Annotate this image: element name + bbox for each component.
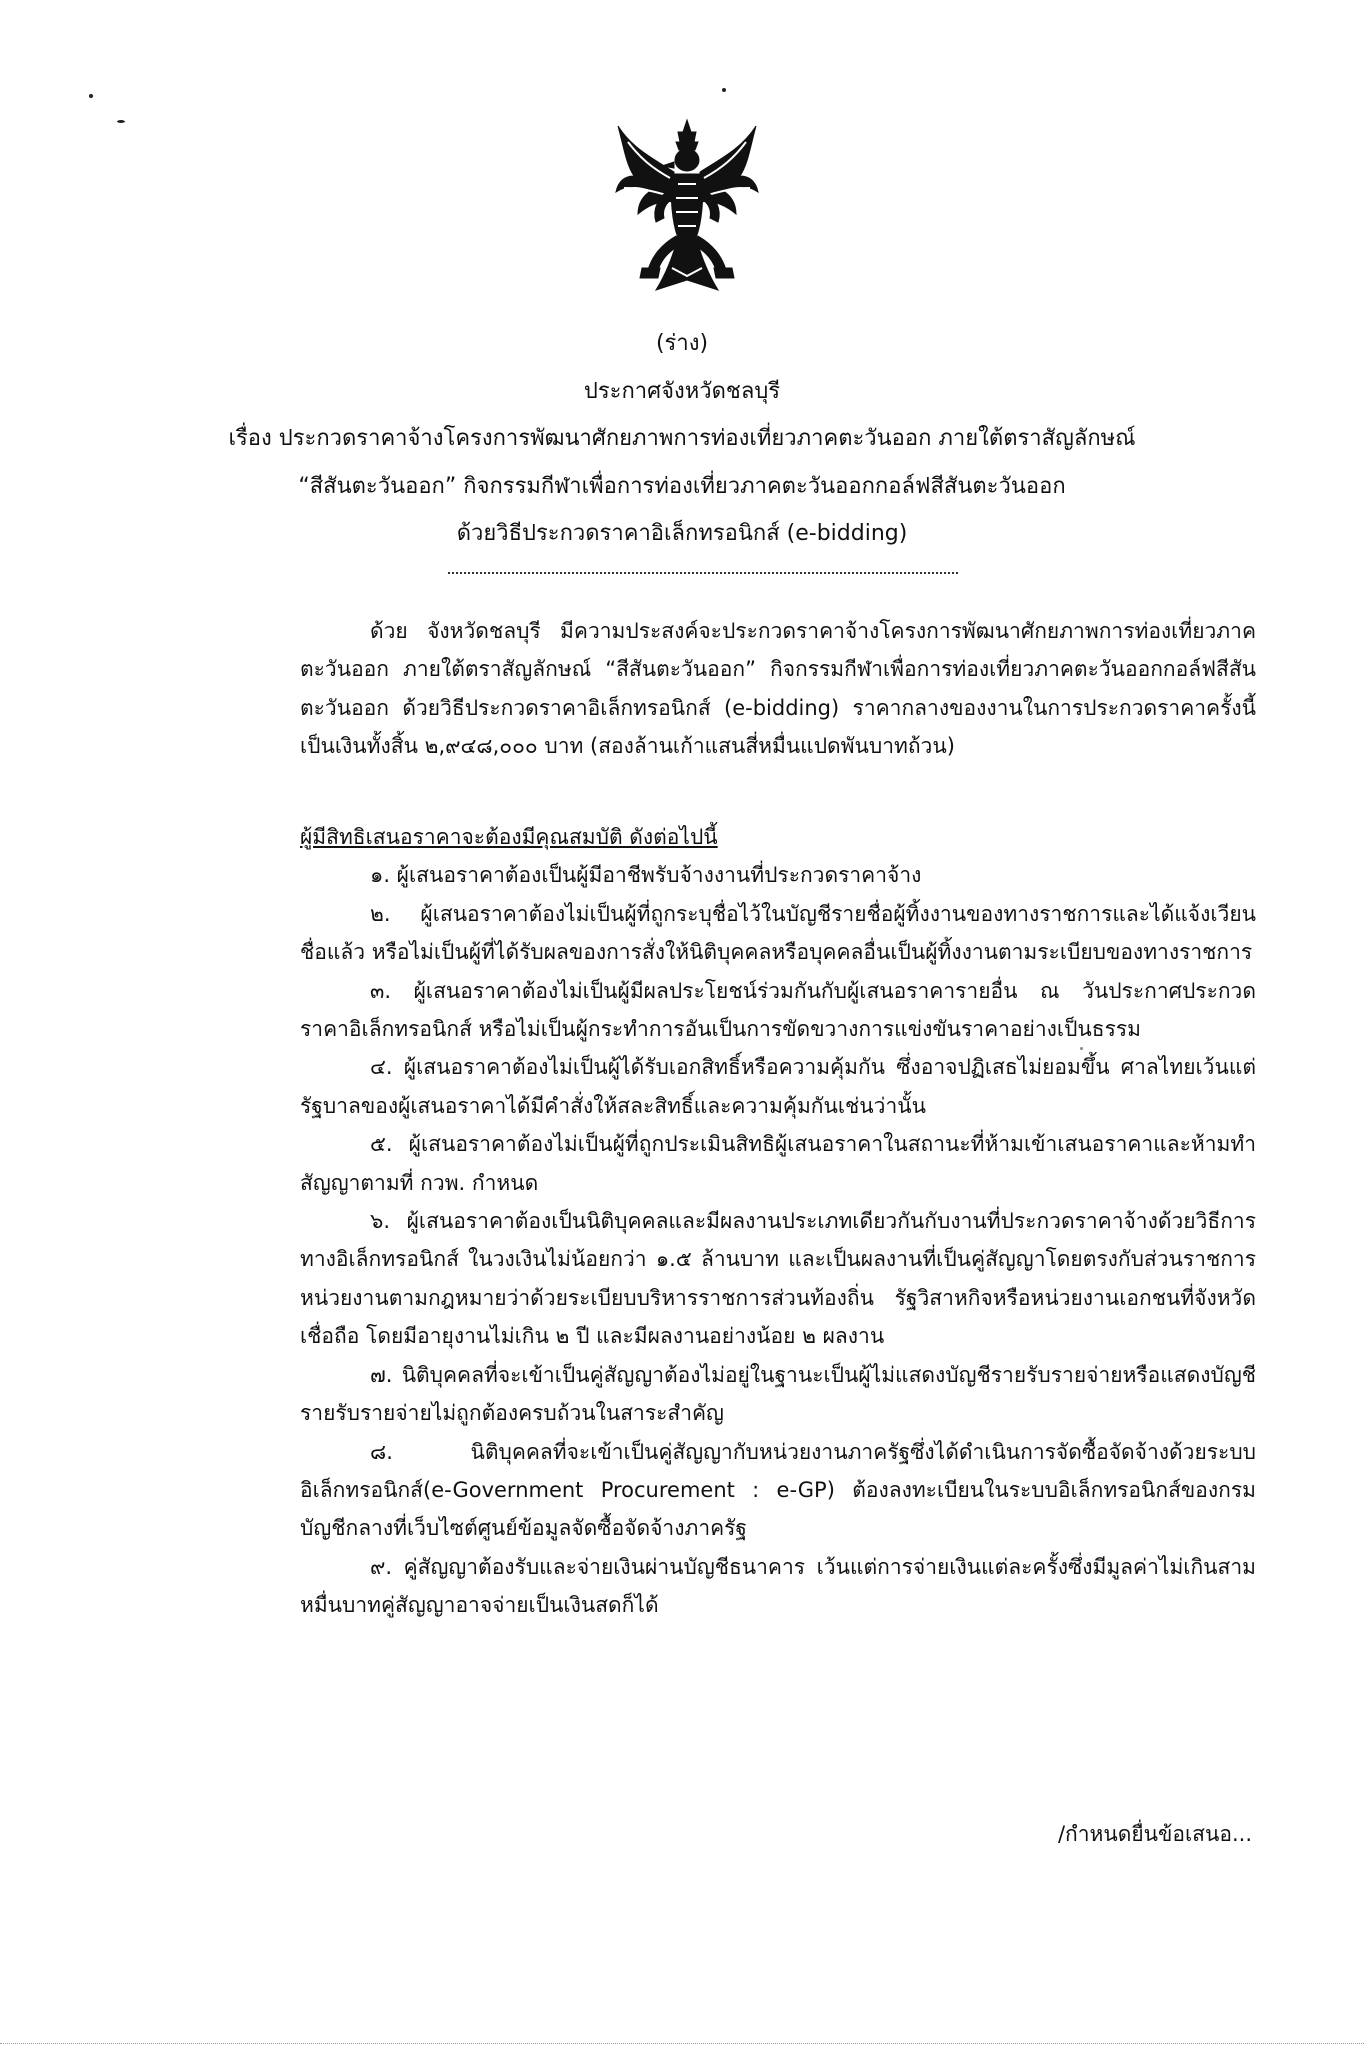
garuda-emblem bbox=[612, 118, 762, 298]
subject-line-1: เรื่อง ประกวดราคาจ้างโครงการพัฒนาศักยภาพการท่องเที่ยวภาคตะวันออก ภายใต้ตราสัญลักษณ์ bbox=[228, 426, 1136, 451]
draft-label: (ร่าง) bbox=[655, 331, 709, 356]
qualification-item-4: ๔. ผู้เสนอราคาต้องไม่เป็นผู้ได้รับเอกสิทธิ์หรือความคุ้มกัน ซึ่งอาจปฏิเสธไม่ยอมขึ้น ศาลไทยเว้นแต่รัฐบาลของผู้เสนอราคาได้มีคำสั่งให้สละสิทธิ์และความคุ้มกันเช่นว่านั้น bbox=[300, 1055, 1256, 1118]
scan-speck bbox=[89, 94, 93, 98]
qualification-item-3: ๓. ผู้เสนอราคาต้องไม่เป็นผู้มีผลประโยชน์ร่วมกันกับผู้เสนอราคารายอื่น ณ วันประกาศประกวดราคาอิเล็กทรอนิกส์ หรือไม่เป็นผู้กระทำการอันเป็นการขัดขวางการแข่งขันราคาอย่างเป็นธรรม bbox=[300, 978, 1256, 1042]
intro-section bbox=[300, 612, 1256, 766]
qualification-item-2: ๒. ผู้เสนอราคาต้องไม่เป็นผู้ที่ถูกระบุชื่อไว้ในบัญชีรายชื่อผู้ทิ้งงานของทางราชการและได้แจ้งเวียนชื่อแล้ว หรือไม่เป็นผู้ที่ได้รับผลของการสั่งให้นิติบุคคลหรือบุคคลอื่นเป็นผู้ทิ้งงานตามระเบียบของทางราชการ bbox=[300, 901, 1256, 965]
qualification-item-8: ๘. นิติบุคคลที่จะเข้าเป็นคู่สัญญากับหน่วยงานภาครัฐซึ่งได้ดำเนินการจัดซื้อจัดจ้างด้วยระบบอิเล็กทรอนิกส์(e-Government Procurement : e-GP) ต้องลงทะเบียนในระบบอิเล็กทรอนิกส์ของกรมบัญชีกลางที่เว็บไซต์ศูนย์ข้อมูลจัดซื้อจัดจ้างภาครัฐ bbox=[300, 1439, 1256, 1541]
scan-edge-line bbox=[0, 2043, 1364, 2044]
issuer-title: ประกาศจังหวัดชลบุรี bbox=[583, 379, 781, 404]
qualifications-heading-text: ผู้มีสิทธิเสนอราคาจะต้องมีคุณสมบัติ ดังต่อไปนี้ bbox=[300, 825, 718, 849]
scan-speck bbox=[117, 120, 125, 123]
qualifications-section bbox=[300, 810, 1256, 1625]
qualification-item-6: ๖. ผู้เสนอราคาต้องเป็นนิติบุคคลและมีผลงานประเภทเดียวกันกับงานที่ประกวดราคาจ้างด้วยวิธีการทางอิเล็กทรอนิกส์ ในวงเงินไม่น้อยกว่า ๑.๕ ล้านบาท และเป็นผลงานที่เป็นคู่สัญญาโดยตรงกับส่วนราชการ หน่วยงานตามกฎหมายว่าด้วยระเบียบบริหารราชการส่วนท้องถิ่น รัฐวิสาหกิจหรือหน่วยงานเอกชนที่จังหวัดเชื่อถือ โดยมีอายุงานไม่เกิน ๒ ปี และมีผลงานอย่างน้อย ๒ ผลงาน bbox=[300, 1209, 1256, 1349]
separator-dotted-line bbox=[448, 572, 958, 574]
qualifications-heading bbox=[300, 818, 1256, 856]
continuation-note: /กำหนดยื่นข้อเสนอ... bbox=[1057, 1822, 1252, 1846]
subject-line-2: “สีสันตะวันออก” กิจกรรมกีฬาเพื่อการท่องเที่ยวภาคตะวันออกกอล์ฟสีสันตะวันออก bbox=[298, 474, 1066, 499]
qualification-item-5: ๕. ผู้เสนอราคาต้องไม่เป็นผู้ที่ถูกประเมินสิทธิผู้เสนอราคาในสถานะที่ห้ามเข้าเสนอราคาและห้ามทำสัญญาตามที่ กวพ. กำหนด bbox=[300, 1132, 1256, 1195]
subject-line-3: ด้วยวิธีประกวดราคาอิเล็กทรอนิกส์ (e-bidding) bbox=[456, 521, 908, 546]
intro-paragraph: ด้วย จังหวัดชลบุรี มีความประสงค์จะประกวดราคาจ้างโครงการพัฒนาศักยภาพการท่องเที่ยวภาคตะวันออก ภายใต้ตราสัญลักษณ์ “สีสันตะวันออก” กิจกรรมกีฬาเพื่อการท่องเที่ยวภาคตะวันออกกอล์ฟสีสันตะวันออก ด้วยวิธีประกวดราคาอิเล็กทรอนิกส์ (e-bidding) ราคากลางของงานในการประกวดราคาครั้งนี้เป็นเงินทั้งสิ้น ๒,๙๔๘,๐๐๐ บาท (สองล้านเก้าแสนสี่หมื่นแปดพันบาทถ้วน) bbox=[300, 619, 1256, 759]
scan-speck bbox=[722, 88, 726, 92]
qualification-item-7: ๗. นิติบุคคลที่จะเข้าเป็นคู่สัญญาต้องไม่อยู่ในฐานะเป็นผู้ไม่แสดงบัญชีรายรับรายจ่ายหรือแสดงบัญชีรายรับรายจ่ายไม่ถูกต้องครบถ้วนในสาระสำคัญ bbox=[300, 1362, 1256, 1426]
qualification-item-9: ๙. คู่สัญญาต้องรับและจ่ายเงินผ่านบัญชีธนาคาร เว้นแต่การจ่ายเงินแต่ละครั้งซึ่งมีมูลค่าไม่เกินสามหมื่นบาทคู่สัญญาอาจจ่ายเป็นเงินสดก็ได้ bbox=[300, 1554, 1256, 1618]
qualification-item-1: ๑. ผู้เสนอราคาต้องเป็นผู้มีอาชีพรับจ้างงานที่ประกวดราคาจ้าง bbox=[370, 863, 922, 888]
